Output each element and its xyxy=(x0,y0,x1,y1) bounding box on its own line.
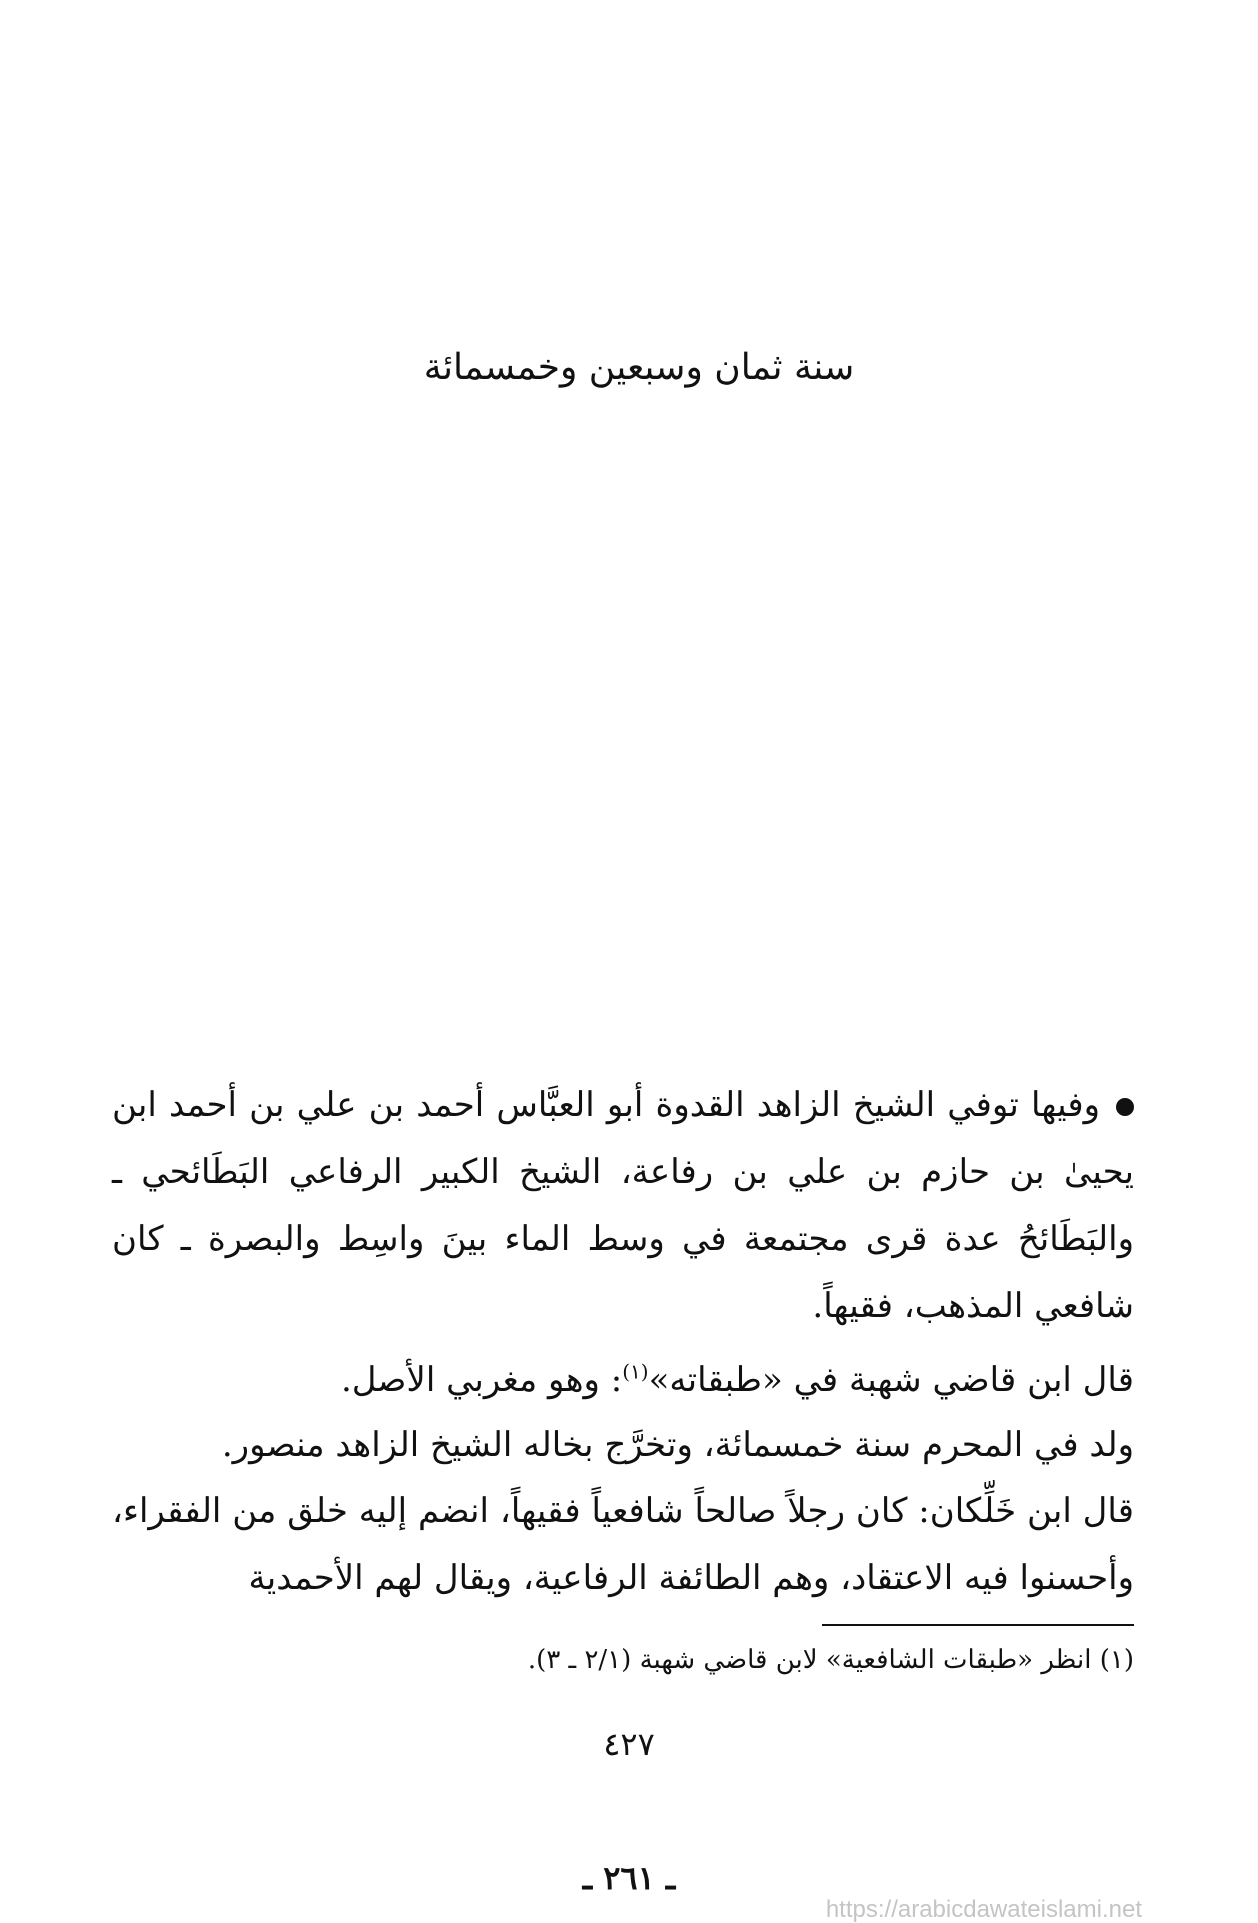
paragraph-ibn-khallikan: قال ابن خَلِّكان: كان رجلاً صالحاً شافعياً فقيهاً، انضم إليه خلق من الفقراء، وأحسنوا فيه الاعتقاد، وهم الطائفة الرفاعية، ويقال لهم الأحمدية xyxy=(112,1491,1134,1598)
paragraph-text: قال ابن قاضي شهبة في «طبقاته» xyxy=(648,1360,1134,1400)
paragraph-birth: ولد في المحرم سنة خمسمائة، وتخرَّج بخاله الشيخ الزاهد منصور. xyxy=(221,1425,1134,1465)
body-text xyxy=(112,1072,1134,1612)
paragraph-death-notice xyxy=(112,1072,1134,1340)
page-number: ٤٢٧ xyxy=(603,1725,655,1763)
paragraph-text: وفيها توفي الشيخ الزاهد القدوة أبو العبَّاس أحمد بن علي بن أحمد ابن يحيىٰ بن حازم بن علي بن رفاعة، الشيخ الكبير الرفاعي البَطَائحي ـ والبَطَائحُ عدة قرى مجتمعة في وسط الماء بينَ واسِط والبصرة ـ كان شافعي المذهب، فقيهاً. xyxy=(112,1085,1134,1326)
footnote: (١) انظر «طبقات الشافعية» لابن قاضي شهبة (٢/١ ـ ٣). xyxy=(527,1645,1134,1675)
paragraph-text: : وهو مغربي الأصل. xyxy=(341,1360,623,1400)
footnote-reference: (١) xyxy=(622,1359,649,1384)
chapter-title: سنة ثمان وسبعين وخمسمائة xyxy=(423,347,855,388)
watermark-url: https://arabicdawateislami.net xyxy=(825,1896,1142,1923)
bullet-icon xyxy=(1116,1098,1134,1116)
scan-page-number: ـ ٢٦١ ـ xyxy=(582,1859,676,1897)
footnote-divider xyxy=(822,1624,1134,1626)
paragraph-ibn-qadi-shuhba xyxy=(112,1348,1134,1413)
